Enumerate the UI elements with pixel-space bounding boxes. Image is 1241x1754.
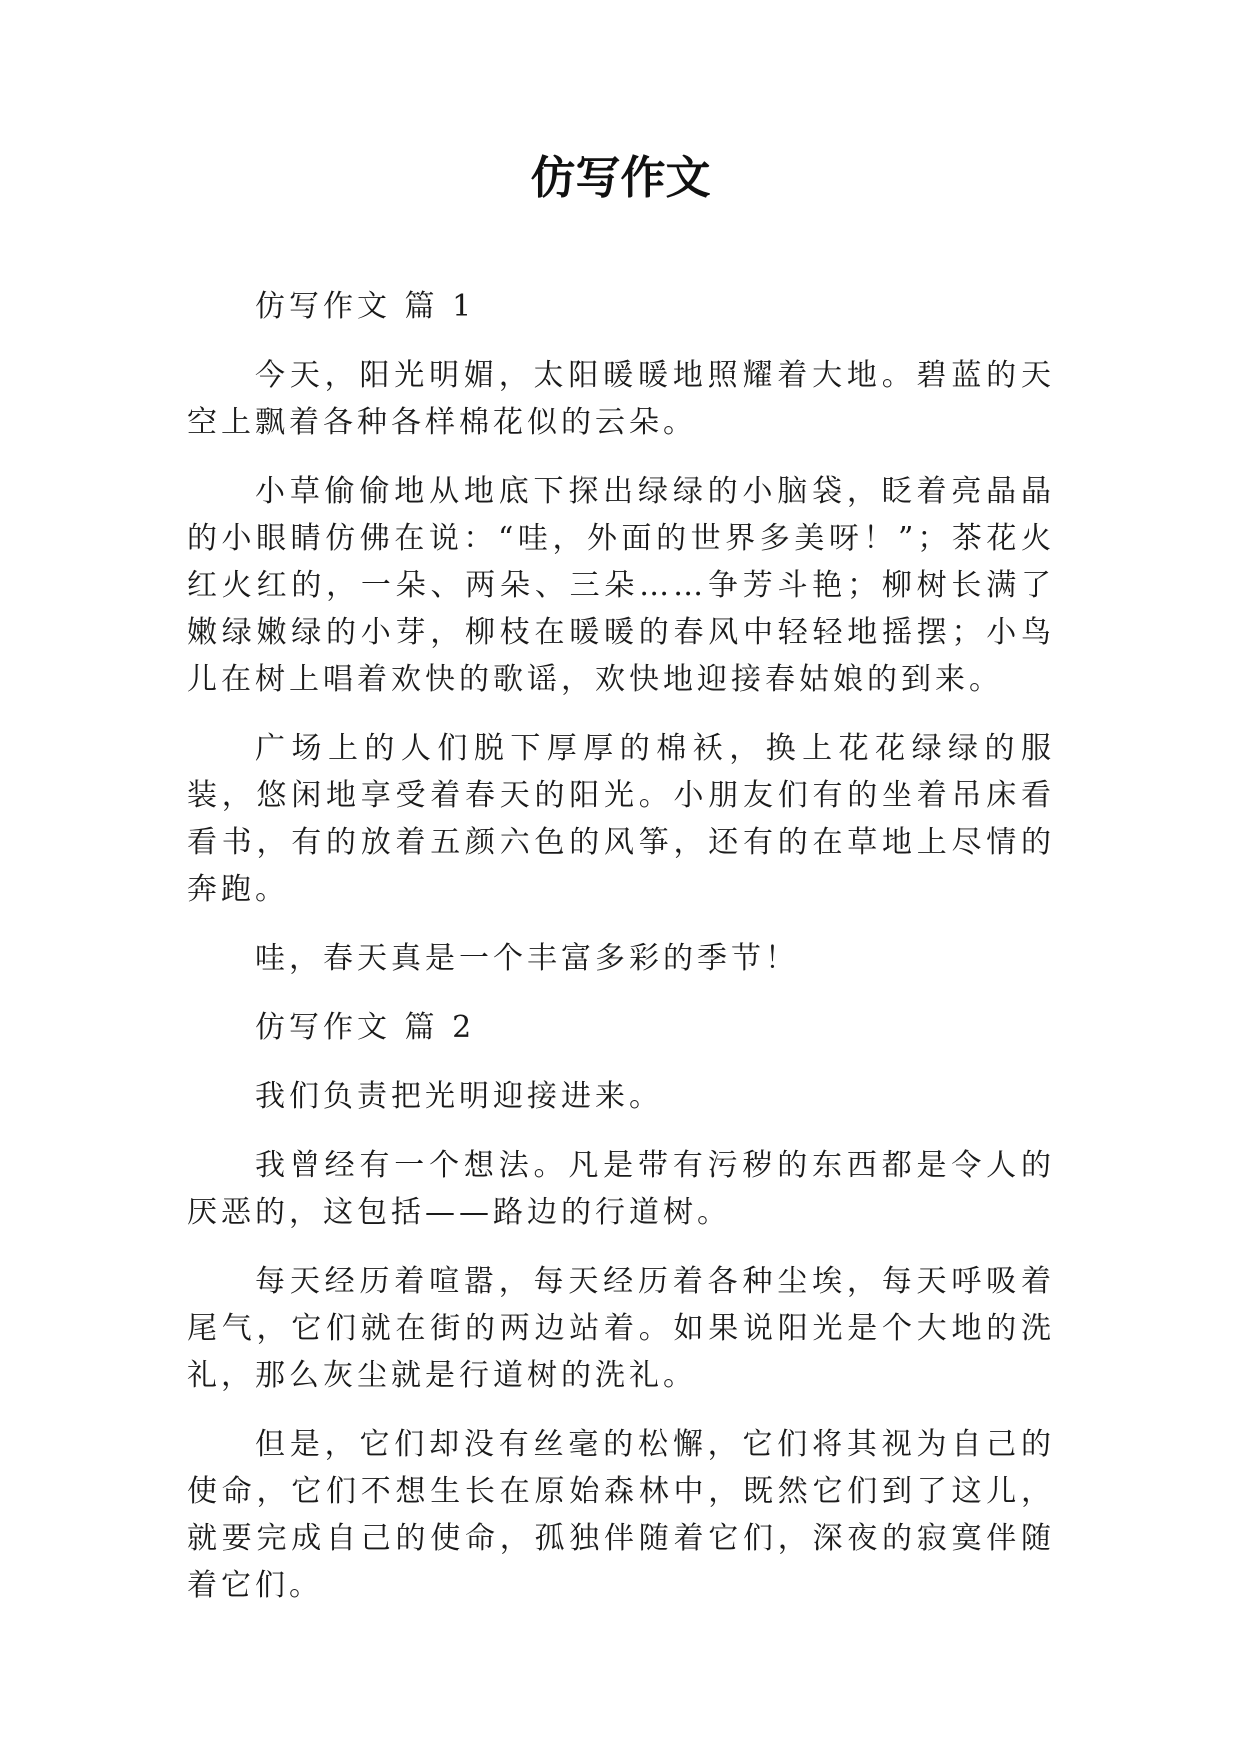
section-heading-2: 仿写作文 篇 2 [255,1010,476,1045]
paragraph: 我们负责把光明迎接进来。 [255,1079,663,1114]
paragraph: 小草偷偷地从地底下探出绿绿的小脑袋，眨着亮晶晶的小眼睛仿佛在说：“哇，外面的世界多美呀！”；茶花火红火红的，一朵、两朵、三朵……争芳斗艳；柳树长满了嫩绿嫩绿的小芽，柳枝在暖暖的春风中轻轻地摇摆；小鸟儿在树上唱着欢快的歌谣，欢快地迎接春姑娘的到来。 [187,474,1055,697]
paragraph: 我曾经有一个想法。凡是带有污秽的东西都是令人的厌恶的，这包括——路边的行道树。 [187,1148,1055,1230]
paragraph: 广场上的人们脱下厚厚的棉袄，换上花花绿绿的服装，悠闲地享受着春天的阳光。小朋友们有的坐着吊床看看书，有的放着五颜六色的风筝，还有的在草地上尽情的奔跑。 [187,731,1055,907]
paragraph: 每天经历着喧嚣，每天经历着各种尘埃，每天呼吸着尾气，它们就在街的两边站着。如果说阳光是个大地的洗礼，那么灰尘就是行道树的洗礼。 [187,1264,1055,1393]
paragraph: 今天，阳光明媚，太阳暖暖地照耀着大地。碧蓝的天空上飘着各种各样棉花似的云朵。 [187,358,1055,440]
paragraph: 但是，它们却没有丝毫的松懈，它们将其视为自己的使命，它们不想生长在原始森林中，既然它们到了这儿，就要完成自己的使命，孤独伴随着它们，深夜的寂寞伴随着它们。 [187,1427,1055,1603]
paragraph: 哇，春天真是一个丰富多彩的季节！ [255,941,799,976]
document-title: 仿写作文 [530,151,711,204]
section-heading-1: 仿写作文 篇 1 [255,289,476,324]
document-body [187,283,1055,1631]
